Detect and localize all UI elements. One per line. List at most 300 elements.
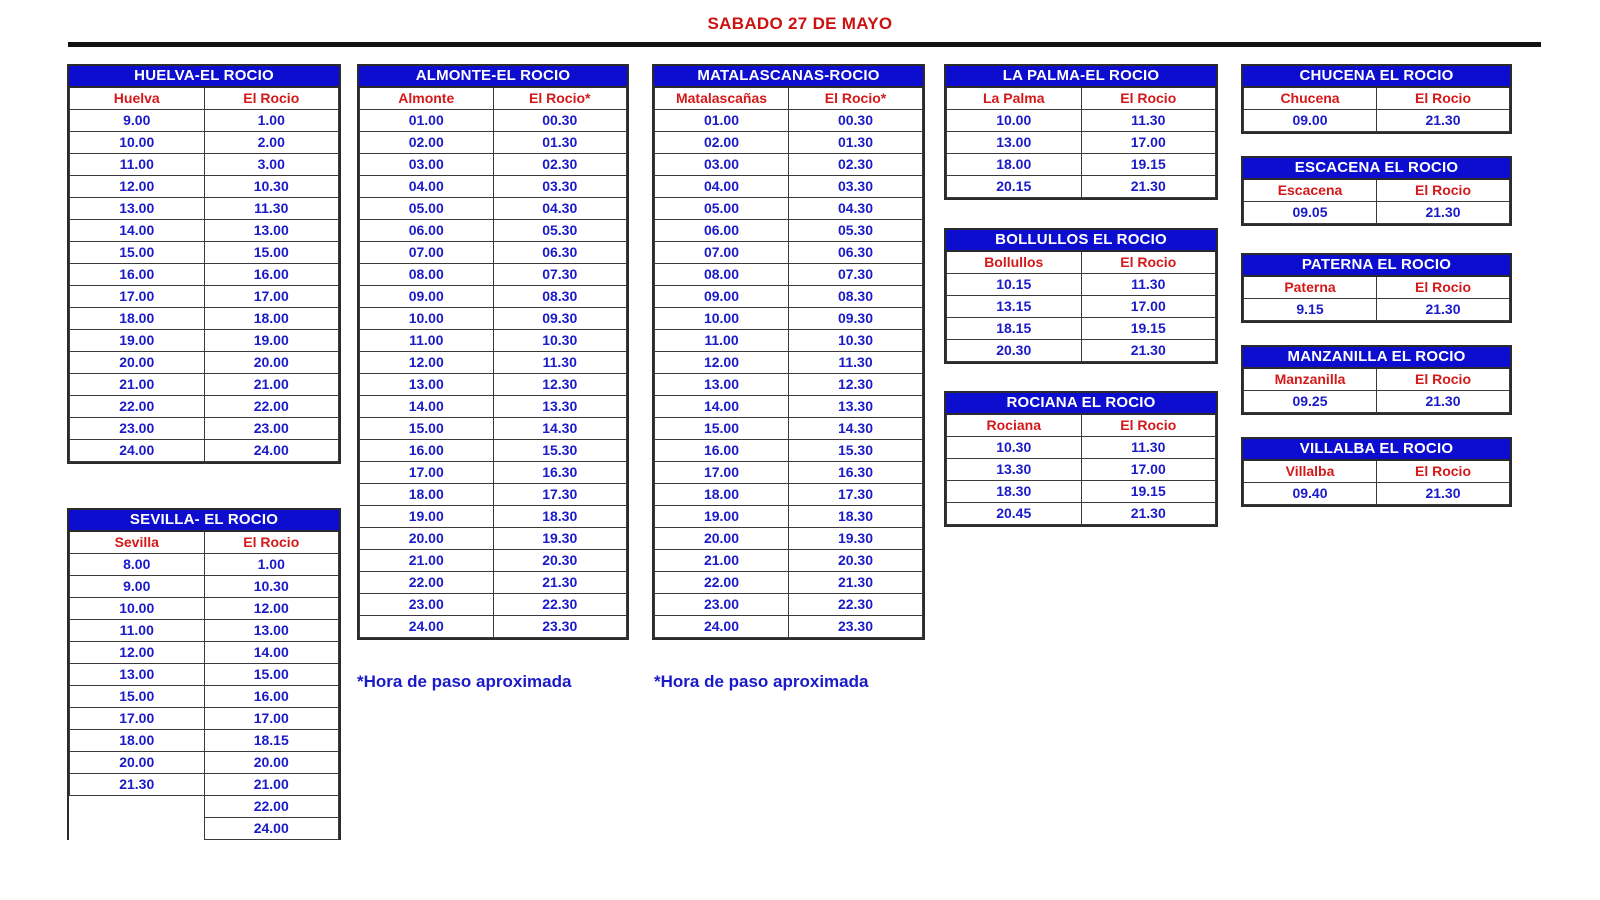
departure-time-origin: 12.00 bbox=[70, 642, 205, 664]
table-row bbox=[947, 503, 1216, 525]
departure-time-origin: 14.00 bbox=[70, 220, 205, 242]
departure-time-destination: 13.30 bbox=[493, 396, 627, 418]
departure-time-empty bbox=[70, 796, 205, 818]
departure-time-destination: 18.30 bbox=[789, 506, 923, 528]
departure-time-destination: 22.00 bbox=[204, 796, 339, 818]
departure-time-destination: 06.30 bbox=[493, 242, 627, 264]
table-row bbox=[360, 528, 627, 550]
departure-time-destination: 12.30 bbox=[789, 374, 923, 396]
departure-time-origin: 13.15 bbox=[947, 296, 1082, 318]
page-title-text: SABADO 27 DE MAYO bbox=[707, 14, 893, 33]
column-header-origin: Sevilla bbox=[70, 532, 205, 554]
table-row bbox=[70, 686, 339, 708]
column-header-destination: El Rocio bbox=[1377, 369, 1510, 391]
table-chucena-title: CHUCENA EL ROCIO bbox=[1243, 66, 1510, 88]
departure-time-destination: 21.00 bbox=[204, 774, 339, 796]
departure-time-destination: 16.00 bbox=[204, 686, 339, 708]
table-row bbox=[1244, 110, 1510, 132]
table-row bbox=[655, 220, 923, 242]
table-almonte-title: ALMONTE-EL ROCIO bbox=[359, 66, 627, 88]
table-row bbox=[947, 318, 1216, 340]
departure-time-destination: 21.30 bbox=[1377, 202, 1510, 224]
departure-time-origin: 13.00 bbox=[70, 198, 205, 220]
departure-time-destination: 07.30 bbox=[789, 264, 923, 286]
departure-time-destination: 21.30 bbox=[1081, 503, 1216, 525]
table-row bbox=[655, 308, 923, 330]
departure-time-origin: 8.00 bbox=[70, 554, 205, 576]
departure-time-destination: 21.30 bbox=[1081, 340, 1216, 362]
table-row bbox=[70, 554, 339, 576]
table-row bbox=[70, 110, 339, 132]
table-villalba-grid bbox=[1243, 461, 1510, 505]
departure-time-destination: 18.00 bbox=[204, 308, 339, 330]
table-row bbox=[655, 352, 923, 374]
table-row bbox=[655, 198, 923, 220]
table-row bbox=[70, 374, 339, 396]
table-huelva-title: HUELVA-EL ROCIO bbox=[69, 66, 339, 88]
departure-time-origin: 12.00 bbox=[70, 176, 205, 198]
table-row bbox=[360, 264, 627, 286]
departure-time-origin: 05.00 bbox=[655, 198, 789, 220]
table-villalba-title: VILLALBA EL ROCIO bbox=[1243, 439, 1510, 461]
table-row bbox=[360, 242, 627, 264]
table-row bbox=[70, 330, 339, 352]
departure-time-origin: 20.00 bbox=[360, 528, 494, 550]
departure-time-destination: 14.00 bbox=[204, 642, 339, 664]
table-row bbox=[360, 352, 627, 374]
departure-time-destination: 17.00 bbox=[204, 708, 339, 730]
table-escacena-title: ESCACENA EL ROCIO bbox=[1243, 158, 1510, 180]
column-header-origin: Matalascañas bbox=[655, 88, 789, 110]
departure-time-origin: 11.00 bbox=[360, 330, 494, 352]
column-header-origin: Huelva bbox=[70, 88, 205, 110]
departure-time-destination: 18.30 bbox=[493, 506, 627, 528]
departure-time-origin: 08.00 bbox=[360, 264, 494, 286]
departure-time-origin: 04.00 bbox=[360, 176, 494, 198]
departure-time-origin: 11.00 bbox=[655, 330, 789, 352]
departure-time-origin: 18.00 bbox=[70, 730, 205, 752]
departure-time-destination: 21.30 bbox=[1377, 483, 1510, 505]
departure-time-origin: 09.25 bbox=[1244, 391, 1377, 413]
departure-time-destination: 16.30 bbox=[789, 462, 923, 484]
departure-time-destination: 17.30 bbox=[789, 484, 923, 506]
departure-time-destination: 13.00 bbox=[204, 220, 339, 242]
departure-time-destination: 24.00 bbox=[204, 818, 339, 840]
departure-time-origin: 18.00 bbox=[70, 308, 205, 330]
column-header-origin: Villalba bbox=[1244, 461, 1377, 483]
departure-time-destination: 21.30 bbox=[1377, 391, 1510, 413]
departure-time-destination: 11.30 bbox=[1081, 110, 1216, 132]
departure-time-origin: 12.00 bbox=[360, 352, 494, 374]
departure-time-origin: 01.00 bbox=[655, 110, 789, 132]
table-row bbox=[947, 437, 1216, 459]
table-row bbox=[655, 484, 923, 506]
departure-time-destination: 21.30 bbox=[1377, 299, 1510, 321]
table-row bbox=[360, 132, 627, 154]
departure-time-origin: 13.00 bbox=[655, 374, 789, 396]
departure-time-origin: 16.00 bbox=[70, 264, 205, 286]
table-row bbox=[360, 198, 627, 220]
departure-time-destination: 17.00 bbox=[1081, 296, 1216, 318]
table-row bbox=[360, 110, 627, 132]
departure-time-origin: 04.00 bbox=[655, 176, 789, 198]
departure-time-destination: 21.30 bbox=[789, 572, 923, 594]
table-row bbox=[947, 481, 1216, 503]
title-divider bbox=[68, 42, 1541, 47]
departure-time-origin: 24.00 bbox=[70, 440, 205, 462]
table-chucena bbox=[1241, 64, 1512, 134]
departure-time-origin: 16.00 bbox=[655, 440, 789, 462]
departure-time-origin: 22.00 bbox=[360, 572, 494, 594]
table-row bbox=[655, 396, 923, 418]
column-header-row bbox=[1244, 88, 1510, 110]
departure-time-origin: 13.00 bbox=[360, 374, 494, 396]
departure-time-destination: 1.00 bbox=[204, 554, 339, 576]
departure-time-destination: 19.15 bbox=[1081, 318, 1216, 340]
table-row bbox=[655, 264, 923, 286]
departure-time-destination: 10.30 bbox=[204, 576, 339, 598]
departure-time-origin: 14.00 bbox=[360, 396, 494, 418]
column-header-origin: Chucena bbox=[1244, 88, 1377, 110]
departure-time-origin: 12.00 bbox=[655, 352, 789, 374]
departure-time-destination: 19.15 bbox=[1081, 154, 1216, 176]
column-header-destination: El Rocio bbox=[1377, 88, 1510, 110]
departure-time-destination: 05.30 bbox=[493, 220, 627, 242]
departure-time-origin: 18.00 bbox=[360, 484, 494, 506]
departure-time-origin: 16.00 bbox=[360, 440, 494, 462]
column-header-origin: La Palma bbox=[947, 88, 1082, 110]
departure-time-destination: 11.30 bbox=[493, 352, 627, 374]
departure-time-destination: 18.15 bbox=[204, 730, 339, 752]
departure-time-destination: 14.30 bbox=[493, 418, 627, 440]
departure-time-destination: 15.30 bbox=[493, 440, 627, 462]
departure-time-destination: 20.30 bbox=[493, 550, 627, 572]
departure-time-destination: 2.00 bbox=[204, 132, 339, 154]
departure-time-origin: 10.30 bbox=[947, 437, 1082, 459]
table-row bbox=[70, 620, 339, 642]
table-row bbox=[655, 132, 923, 154]
departure-time-destination: 09.30 bbox=[493, 308, 627, 330]
table-row bbox=[70, 440, 339, 462]
table-row bbox=[70, 198, 339, 220]
departure-time-destination: 08.30 bbox=[789, 286, 923, 308]
table-row bbox=[360, 220, 627, 242]
departure-time-origin: 9.00 bbox=[70, 576, 205, 598]
table-bollullos-title: BOLLULLOS EL ROCIO bbox=[946, 230, 1216, 252]
table-row bbox=[70, 818, 339, 840]
table-row bbox=[70, 352, 339, 374]
table-row bbox=[655, 176, 923, 198]
departure-time-origin: 11.00 bbox=[70, 154, 205, 176]
table-row bbox=[655, 242, 923, 264]
departure-time-origin: 18.15 bbox=[947, 318, 1082, 340]
column-header-row bbox=[70, 532, 339, 554]
table-rociana-title: ROCIANA EL ROCIO bbox=[946, 393, 1216, 415]
table-row bbox=[947, 176, 1216, 198]
departure-time-origin: 09.05 bbox=[1244, 202, 1377, 224]
departure-time-origin: 20.45 bbox=[947, 503, 1082, 525]
departure-time-origin: 03.00 bbox=[655, 154, 789, 176]
departure-time-origin: 23.00 bbox=[655, 594, 789, 616]
departure-time-destination: 14.30 bbox=[789, 418, 923, 440]
departure-time-destination: 15.00 bbox=[204, 242, 339, 264]
column-header-destination: El Rocio* bbox=[493, 88, 627, 110]
table-almonte bbox=[357, 64, 629, 640]
departure-time-origin: 18.00 bbox=[947, 154, 1082, 176]
table-matalascanas bbox=[652, 64, 925, 640]
column-header-origin: Paterna bbox=[1244, 277, 1377, 299]
table-row bbox=[70, 598, 339, 620]
table-matalascanas-grid bbox=[654, 88, 923, 638]
departure-time-destination: 09.30 bbox=[789, 308, 923, 330]
departure-time-origin: 22.00 bbox=[70, 396, 205, 418]
column-header-row bbox=[70, 88, 339, 110]
table-row bbox=[360, 154, 627, 176]
departure-time-origin: 11.00 bbox=[70, 620, 205, 642]
departure-time-destination: 11.30 bbox=[204, 198, 339, 220]
departure-time-destination: 00.30 bbox=[493, 110, 627, 132]
table-row bbox=[360, 572, 627, 594]
column-header-destination: El Rocio bbox=[1081, 415, 1216, 437]
departure-time-destination: 07.30 bbox=[493, 264, 627, 286]
departure-time-destination: 10.30 bbox=[493, 330, 627, 352]
departure-time-origin: 08.00 bbox=[655, 264, 789, 286]
departure-time-destination: 22.30 bbox=[493, 594, 627, 616]
departure-time-origin: 06.00 bbox=[360, 220, 494, 242]
table-escacena bbox=[1241, 156, 1512, 226]
departure-time-destination: 06.30 bbox=[789, 242, 923, 264]
departure-time-destination: 12.00 bbox=[204, 598, 339, 620]
table-sevilla bbox=[67, 508, 341, 840]
departure-time-origin: 15.00 bbox=[70, 242, 205, 264]
departure-time-destination: 05.30 bbox=[789, 220, 923, 242]
column-header-destination: El Rocio bbox=[1377, 277, 1510, 299]
table-row bbox=[70, 132, 339, 154]
departure-time-origin: 20.30 bbox=[947, 340, 1082, 362]
table-rociana-grid bbox=[946, 415, 1216, 525]
departure-time-origin: 17.00 bbox=[360, 462, 494, 484]
departure-time-destination: 23.00 bbox=[204, 418, 339, 440]
departure-time-destination: 00.30 bbox=[789, 110, 923, 132]
table-row bbox=[947, 132, 1216, 154]
table-paterna-title: PATERNA EL ROCIO bbox=[1243, 255, 1510, 277]
table-row bbox=[360, 418, 627, 440]
table-row bbox=[70, 796, 339, 818]
departure-time-destination: 08.30 bbox=[493, 286, 627, 308]
departure-time-origin: 02.00 bbox=[655, 132, 789, 154]
table-row bbox=[655, 462, 923, 484]
table-row bbox=[360, 616, 627, 638]
table-villalba bbox=[1241, 437, 1512, 507]
departure-time-empty bbox=[70, 818, 205, 840]
table-row bbox=[947, 274, 1216, 296]
departure-time-origin: 13.30 bbox=[947, 459, 1082, 481]
departure-time-destination: 02.30 bbox=[493, 154, 627, 176]
departure-time-origin: 19.00 bbox=[655, 506, 789, 528]
table-row bbox=[655, 330, 923, 352]
departure-time-origin: 21.30 bbox=[70, 774, 205, 796]
departure-time-destination: 11.30 bbox=[789, 352, 923, 374]
departure-time-origin: 15.00 bbox=[70, 686, 205, 708]
table-row bbox=[655, 286, 923, 308]
column-header-destination: El Rocio bbox=[204, 532, 339, 554]
departure-time-destination: 11.30 bbox=[1081, 437, 1216, 459]
table-row bbox=[947, 459, 1216, 481]
table-row bbox=[947, 296, 1216, 318]
table-chucena-grid bbox=[1243, 88, 1510, 132]
table-manzanilla-grid bbox=[1243, 369, 1510, 413]
departure-time-origin: 07.00 bbox=[360, 242, 494, 264]
departure-time-destination: 13.30 bbox=[789, 396, 923, 418]
departure-time-destination: 17.00 bbox=[1081, 132, 1216, 154]
table-huelva bbox=[67, 64, 341, 464]
table-row bbox=[655, 616, 923, 638]
departure-time-destination: 23.30 bbox=[789, 616, 923, 638]
table-la-palma-title: LA PALMA-EL ROCIO bbox=[946, 66, 1216, 88]
departure-time-destination: 1.00 bbox=[204, 110, 339, 132]
table-huelva-grid bbox=[69, 88, 339, 462]
departure-time-destination: 03.30 bbox=[493, 176, 627, 198]
table-manzanilla bbox=[1241, 345, 1512, 415]
departure-time-origin: 10.00 bbox=[70, 598, 205, 620]
column-header-row bbox=[1244, 180, 1510, 202]
departure-time-origin: 22.00 bbox=[655, 572, 789, 594]
departure-time-origin: 21.00 bbox=[360, 550, 494, 572]
table-row bbox=[70, 642, 339, 664]
departure-time-origin: 10.00 bbox=[947, 110, 1082, 132]
departure-time-destination: 01.30 bbox=[493, 132, 627, 154]
departure-time-destination: 04.30 bbox=[789, 198, 923, 220]
departure-time-origin: 10.00 bbox=[655, 308, 789, 330]
table-paterna-grid bbox=[1243, 277, 1510, 321]
column-header-destination: El Rocio bbox=[1377, 461, 1510, 483]
table-row bbox=[360, 506, 627, 528]
departure-time-origin: 07.00 bbox=[655, 242, 789, 264]
table-almonte-grid bbox=[359, 88, 627, 638]
departure-time-origin: 20.00 bbox=[655, 528, 789, 550]
table-row bbox=[1244, 299, 1510, 321]
table-row bbox=[655, 594, 923, 616]
departure-time-destination: 20.30 bbox=[789, 550, 923, 572]
column-header-row bbox=[1244, 277, 1510, 299]
table-row bbox=[360, 308, 627, 330]
table-row bbox=[655, 374, 923, 396]
column-header-row bbox=[947, 415, 1216, 437]
table-row bbox=[70, 154, 339, 176]
departure-time-origin: 20.00 bbox=[70, 752, 205, 774]
column-header-row bbox=[947, 88, 1216, 110]
departure-time-destination: 03.30 bbox=[789, 176, 923, 198]
departure-time-destination: 21.00 bbox=[204, 374, 339, 396]
table-row bbox=[1244, 391, 1510, 413]
departure-time-origin: 15.00 bbox=[655, 418, 789, 440]
departure-time-origin: 9.00 bbox=[70, 110, 205, 132]
departure-time-origin: 23.00 bbox=[360, 594, 494, 616]
table-row bbox=[70, 664, 339, 686]
departure-time-destination: 21.30 bbox=[493, 572, 627, 594]
table-paterna bbox=[1241, 253, 1512, 323]
table-row bbox=[360, 374, 627, 396]
column-header-row bbox=[947, 252, 1216, 274]
table-la-palma bbox=[944, 64, 1218, 200]
column-header-row bbox=[655, 88, 923, 110]
departure-time-destination: 3.00 bbox=[204, 154, 339, 176]
departure-time-origin: 14.00 bbox=[655, 396, 789, 418]
departure-time-destination: 12.30 bbox=[493, 374, 627, 396]
departure-time-destination: 22.30 bbox=[789, 594, 923, 616]
departure-time-destination: 17.30 bbox=[493, 484, 627, 506]
table-row bbox=[70, 176, 339, 198]
departure-time-destination: 19.15 bbox=[1081, 481, 1216, 503]
departure-time-origin: 09.00 bbox=[1244, 110, 1377, 132]
table-escacena-grid bbox=[1243, 180, 1510, 224]
departure-time-origin: 20.15 bbox=[947, 176, 1082, 198]
table-row bbox=[70, 774, 339, 796]
column-header-row bbox=[360, 88, 627, 110]
departure-time-origin: 15.00 bbox=[360, 418, 494, 440]
table-row bbox=[70, 242, 339, 264]
departure-time-origin: 24.00 bbox=[655, 616, 789, 638]
departure-time-destination: 19.00 bbox=[204, 330, 339, 352]
column-header-row bbox=[1244, 461, 1510, 483]
table-row bbox=[655, 110, 923, 132]
column-header-origin: Almonte bbox=[360, 88, 494, 110]
departure-time-destination: 19.30 bbox=[493, 528, 627, 550]
departure-time-origin: 09.00 bbox=[360, 286, 494, 308]
departure-time-origin: 13.00 bbox=[947, 132, 1082, 154]
departure-time-destination: 11.30 bbox=[1081, 274, 1216, 296]
departure-time-destination: 22.00 bbox=[204, 396, 339, 418]
table-matalascanas-title: MATALASCANAS-ROCIO bbox=[654, 66, 923, 88]
departure-time-origin: 09.00 bbox=[655, 286, 789, 308]
table-la-palma-grid bbox=[946, 88, 1216, 198]
table-row bbox=[360, 594, 627, 616]
table-row bbox=[655, 418, 923, 440]
departure-time-destination: 16.00 bbox=[204, 264, 339, 286]
departure-time-origin: 20.00 bbox=[70, 352, 205, 374]
table-row bbox=[360, 484, 627, 506]
table-row bbox=[655, 572, 923, 594]
departure-time-destination: 10.30 bbox=[204, 176, 339, 198]
column-header-origin: Manzanilla bbox=[1244, 369, 1377, 391]
table-row bbox=[947, 154, 1216, 176]
departure-time-origin: 9.15 bbox=[1244, 299, 1377, 321]
departure-time-destination: 24.00 bbox=[204, 440, 339, 462]
departure-time-origin: 10.00 bbox=[360, 308, 494, 330]
column-header-destination: El Rocio* bbox=[789, 88, 923, 110]
table-bollullos bbox=[944, 228, 1218, 364]
departure-time-origin: 19.00 bbox=[360, 506, 494, 528]
departure-time-destination: 21.30 bbox=[1081, 176, 1216, 198]
column-header-destination: El Rocio bbox=[1081, 88, 1216, 110]
departure-time-destination: 20.00 bbox=[204, 352, 339, 374]
departure-time-origin: 05.00 bbox=[360, 198, 494, 220]
table-row bbox=[70, 730, 339, 752]
departure-time-origin: 01.00 bbox=[360, 110, 494, 132]
table-row bbox=[70, 396, 339, 418]
departure-time-origin: 18.00 bbox=[655, 484, 789, 506]
footnote-matalascanas: *Hora de paso aproximada bbox=[654, 672, 869, 691]
table-row bbox=[655, 154, 923, 176]
table-row bbox=[360, 440, 627, 462]
table-bollullos-grid bbox=[946, 252, 1216, 362]
departure-time-origin: 23.00 bbox=[70, 418, 205, 440]
departure-time-origin: 21.00 bbox=[655, 550, 789, 572]
departure-time-destination: 19.30 bbox=[789, 528, 923, 550]
table-row bbox=[70, 220, 339, 242]
departure-time-destination: 04.30 bbox=[493, 198, 627, 220]
departure-time-origin: 03.00 bbox=[360, 154, 494, 176]
